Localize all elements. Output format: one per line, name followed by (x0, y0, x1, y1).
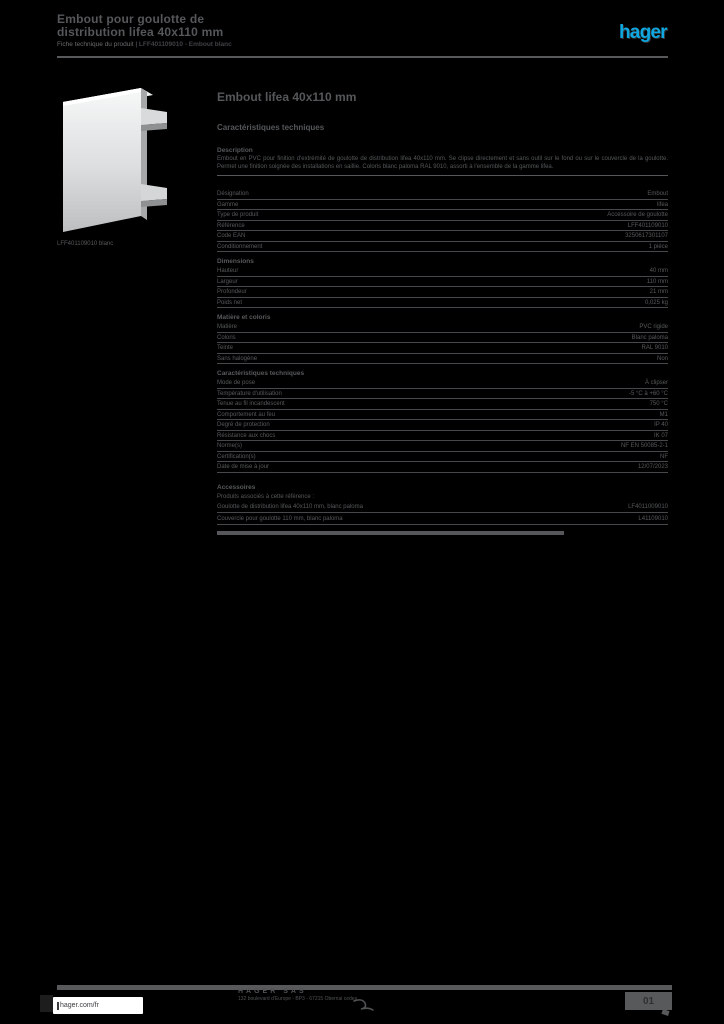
characteristic-label: Largeur (217, 278, 238, 285)
cap-top-clip (141, 108, 167, 125)
characteristic-row (217, 322, 668, 333)
characteristic-label: Conditionnement (217, 243, 263, 250)
characteristic-label: Poids net (217, 299, 243, 306)
characteristic-label: Goulotte de distribution lifea 40x110 mm, blanc paloma (217, 504, 363, 510)
hager-logo: hager (619, 22, 667, 43)
characteristics-subtitle: Caractéristiques techniques (217, 123, 325, 132)
description-text: Embout en PVC pour finition d'extrémité de goulotte de distribution lifea 40x110 mm. Se clipse directement et sans outil sur le fond ou sur le couvercle de la goulotte. Permet une finition soignée des installations en saillie. Coloris blanc paloma RAL 9010, assorti à l'ensemble de la gamme lifea. (217, 156, 668, 176)
description-label: Description (217, 147, 253, 154)
characteristics-table (217, 189, 668, 535)
characteristic-value: 1 pièce (648, 243, 668, 250)
characteristic-value: NF (660, 453, 668, 460)
characteristic-row (217, 221, 668, 232)
characteristic-row (217, 399, 668, 410)
document-meta: Fiche technique du produit | LFF401109010 - Embout blanc (57, 41, 232, 48)
characteristic-label: Température d'utilisation (217, 390, 282, 397)
section-header: Matière et coloris (217, 314, 271, 321)
document-title-line2: distribution lifea 40x110 mm (57, 25, 224, 39)
footer-company: HAGER SAS (238, 988, 307, 995)
characteristic-row (217, 333, 668, 344)
characteristic-value: Accessoire de goulotte (607, 212, 668, 218)
cap-front-face (63, 88, 141, 232)
characteristic-row (217, 354, 668, 365)
characteristic-row (217, 266, 668, 277)
characteristic-row (217, 420, 668, 431)
document-title (57, 13, 223, 39)
characteristic-label: Sans halogène (217, 355, 258, 362)
characteristic-label: Type de produit (217, 212, 259, 218)
product-title: Embout lifea 40x110 mm (217, 90, 357, 104)
characteristic-label: Matière (217, 324, 238, 330)
footer-accent-square (40, 995, 53, 1012)
characteristic-label: Résistance aux chocs (217, 432, 276, 439)
characteristic-value: 750 °C (649, 401, 668, 407)
characteristic-label: Désignation (217, 191, 249, 197)
characteristic-value: -5 °C à +60 °C (629, 390, 668, 397)
cap-bottom-clip (141, 184, 167, 201)
product-caption: LFF401109010 blanc (57, 241, 114, 247)
characteristic-value: M1 (659, 411, 668, 418)
characteristic-value: L41109010 (638, 515, 668, 522)
characteristic-label: Profondeur (217, 289, 247, 295)
characteristic-value: 0,025 kg (644, 299, 668, 306)
characteristic-row (217, 277, 668, 288)
header-rule (57, 56, 668, 58)
characteristic-label: Code EAN (217, 233, 246, 239)
characteristic-row (217, 502, 668, 514)
characteristic-row (217, 298, 668, 309)
characteristic-row (217, 287, 668, 298)
characteristic-row (217, 513, 668, 525)
characteristic-row (217, 231, 668, 242)
section-header: Dimensions (217, 258, 254, 265)
characteristic-value: lifea (656, 201, 668, 208)
footer-address-line: 132 boulevard d'Europe - BP3 - 67215 Obernai cedex (238, 996, 358, 1002)
characteristic-value: Non (656, 355, 668, 362)
accessories-end-rule (217, 531, 564, 535)
characteristic-row (217, 410, 668, 421)
characteristic-label: Date de mise à jour (217, 464, 270, 470)
characteristic-value: IK 07 (653, 432, 668, 439)
footer-page-tail (661, 1009, 669, 1016)
characteristic-row (217, 378, 668, 389)
characteristic-row (217, 431, 668, 442)
characteristic-label: Degré de protection (217, 422, 270, 428)
characteristic-label: Mode de pose (217, 380, 256, 386)
footer-address (238, 988, 403, 1002)
characteristic-value: À clipser (644, 380, 668, 386)
characteristic-value: 3250617301107 (625, 233, 668, 239)
document-type-label: Fiche technique du produit (57, 41, 134, 48)
characteristic-label: Norme(s) (217, 443, 242, 449)
section-header: Caractéristiques techniques (217, 370, 305, 377)
characteristic-value: 21 mm (649, 289, 668, 295)
characteristic-label: Gamme (217, 201, 239, 208)
characteristic-value: PVC rigide (639, 324, 668, 330)
characteristic-label: Certification(s) (217, 453, 256, 460)
document-title-line1: Embout pour goulotte de (57, 12, 205, 26)
characteristic-row (217, 242, 668, 253)
characteristic-row (217, 343, 668, 354)
characteristic-row (217, 189, 668, 200)
characteristic-label: Couvercle pour goulotte 110 mm, blanc paloma (217, 515, 343, 522)
footer-page-number: 01 (625, 992, 672, 1010)
product-image (57, 84, 175, 238)
characteristic-value: 12/07/2023 (637, 464, 668, 470)
characteristic-label: Référence (217, 222, 245, 229)
accessories-intro: Produits associés à cette référence : (217, 493, 315, 500)
characteristic-value: NF EN 50085-2-1 (620, 443, 668, 449)
footer-signature-mark (352, 997, 376, 1013)
characteristic-value: Embout (647, 191, 668, 197)
characteristic-label: Hauteur (217, 268, 239, 274)
footer-website-link[interactable]: hager.com/fr (53, 997, 143, 1014)
characteristic-row (217, 210, 668, 221)
characteristic-row (217, 200, 668, 211)
characteristic-label: Tenue au fil incandescent (217, 401, 285, 407)
characteristic-value: LF4011009010 (628, 504, 668, 510)
characteristic-row (217, 389, 668, 400)
characteristic-label: Teinte (217, 345, 234, 351)
characteristic-value: LFF401109010 (627, 222, 668, 229)
characteristic-value: 40 mm (649, 268, 668, 274)
characteristic-row (217, 441, 668, 452)
accessories-header: Accessoires (217, 483, 256, 491)
characteristic-value: 110 mm (646, 278, 668, 285)
characteristic-label: Comportement au feu (217, 411, 276, 418)
characteristic-row (217, 462, 668, 473)
characteristic-row (217, 452, 668, 463)
document-reference: LFF401109010 - Embout blanc (138, 41, 232, 48)
characteristic-value: Blanc paloma (631, 334, 668, 341)
characteristic-value: IP 40 (654, 422, 668, 428)
characteristic-value: RAL 9010 (641, 345, 668, 351)
characteristic-label: Coloris (217, 334, 236, 341)
